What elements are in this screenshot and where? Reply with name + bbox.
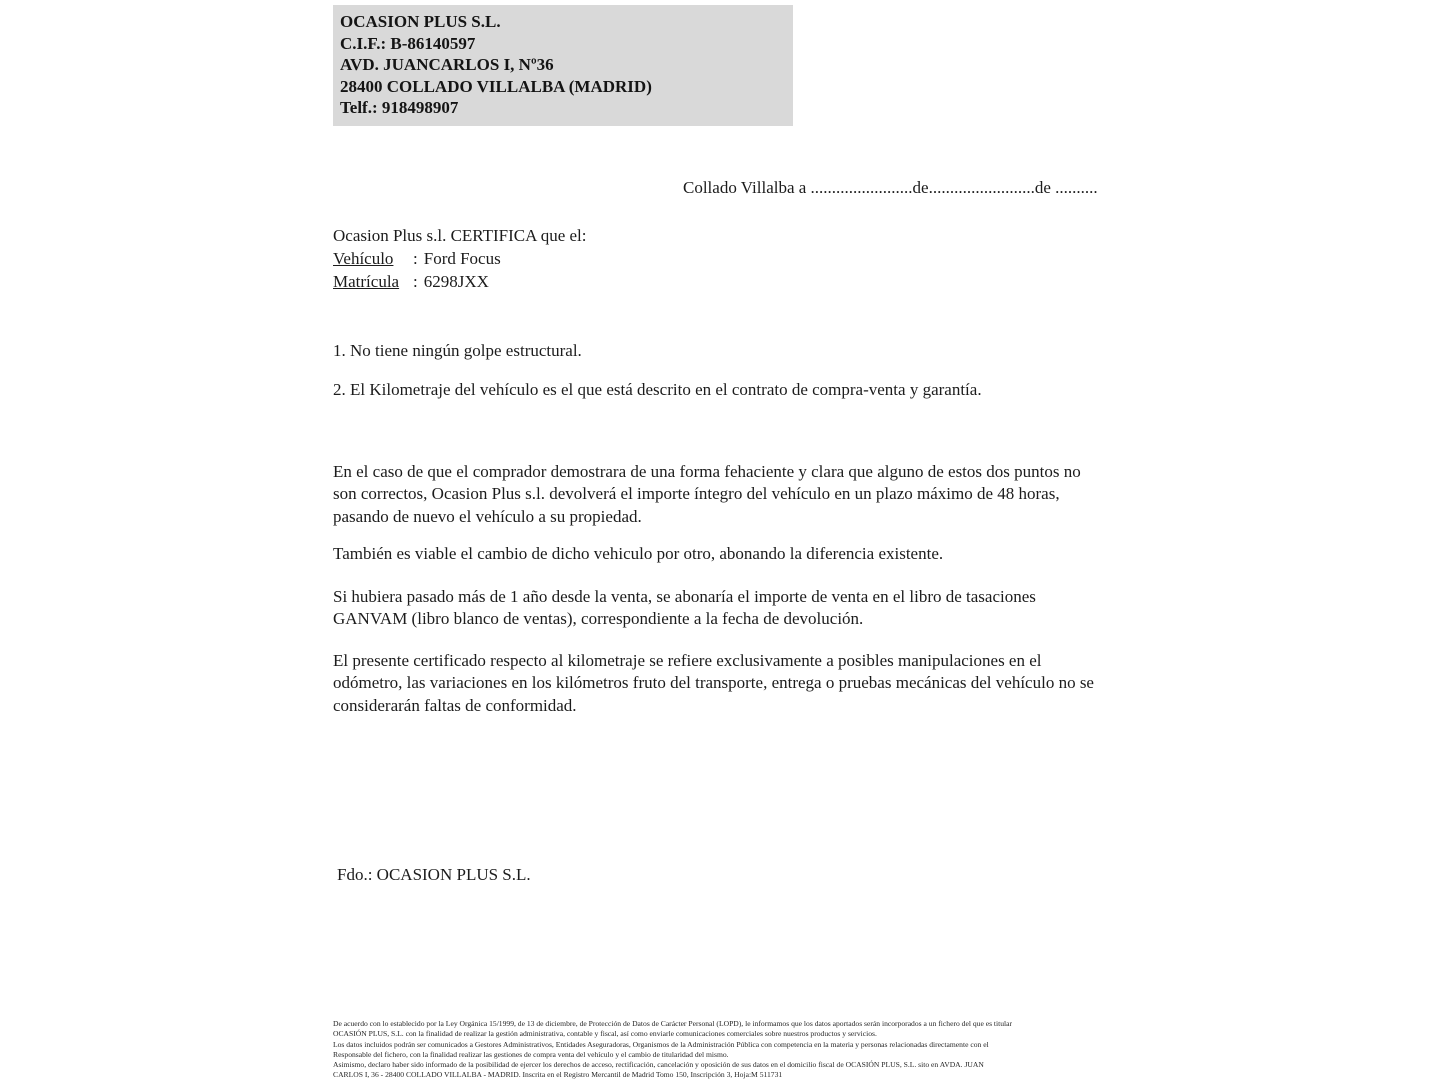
company-city: 28400 COLLADO VILLALBA (MADRID) — [340, 76, 652, 96]
odometer-paragraph: El presente certificado respecto al kilometraje se refiere exclusivamente a posibles manipulaciones en el odómetro, las variaciones en los kilómetros fruto del transporte, entrega o pruebas mecánicas del vehículo no se considerarán faltas de conformidad. — [333, 650, 1094, 715]
plate-field-value: 6298JXX — [423, 271, 489, 291]
plate-field-label: Matrícula — [333, 271, 400, 291]
vehicle-field-separator: : — [413, 248, 418, 268]
legal-footer-line: Asimismo, declaro haber sido informado de la posibilidad de ejercer los derechos de acceso, rectificación, cancelación y oposición de sus datos en el domicilio fiscal de OCASIÓN PLUS, S.L. sito en AVDA. JUAN — [333, 1060, 984, 1070]
refund-paragraph: En el caso de que el comprador demostrara de una forma fehaciente y clara que alguno de estos dos puntos no son correctos, Ocasion Plus s.l. devolverá el importe íntegro del vehículo en un plazo máximo de 48 horas, pasando de nuevo el vehículo a su propiedad. — [333, 461, 1081, 526]
certify-intro: Ocasion Plus s.l. CERTIFICA que el: — [333, 225, 587, 245]
legal-footer-line: OCASIÓN PLUS, S.L. con la finalidad de realizar la gestión administrativa, contable y fiscal, así como enviarle comunicaciones comerciales sobre nuestros productos y servicios. — [333, 1029, 877, 1039]
legal-footer-line: Responsable del fichero, con la finalidad realizar las gestiones de compra venta del vehículo y el cambio de titularidad del mismo. — [333, 1049, 729, 1059]
certified-point-1: 1. No tiene ningún golpe estructural. — [333, 340, 582, 360]
company-header-box — [333, 5, 793, 126]
certified-point-2: 2. El Kilometraje del vehículo es el que está descrito en el contrato de compra-venta y garantía. — [333, 379, 982, 399]
company-phone: Telf.: 918498907 — [340, 98, 459, 117]
plate-field-row — [333, 270, 1108, 293]
exchange-paragraph: También es viable el cambio de dicho vehiculo por otro, abonando la diferencia existente. — [333, 544, 944, 563]
ganvam-paragraph: Si hubiera pasado más de 1 año desde la venta, se abonaría el importe de venta en el libro de tasaciones GANVAM (libro blanco de ventas), correspondiente a la fecha de devolución. — [333, 586, 1036, 628]
company-cif: C.I.F.: B-86140597 — [340, 33, 476, 53]
plate-field-separator: : — [413, 271, 418, 291]
vehicle-field-value: Ford Focus — [423, 248, 501, 268]
date-fill-in-line: Collado Villalba a ........................de.........................de .......... — [683, 177, 1098, 197]
legal-footer-line: Los datos incluidos podrán ser comunicados a Gestores Administrativos, Entidades Aseguradoras, Organismos de la Administración Pública con competencia en la materia y personas relacionadas directamente con el — [333, 1039, 989, 1049]
company-name: OCASION PLUS S.L. — [340, 12, 501, 31]
legal-footer — [333, 1019, 1123, 1080]
document-content — [333, 0, 1108, 717]
vehicle-field-label: Vehículo — [333, 248, 394, 268]
legal-footer-line: De acuerdo con lo establecido por la Ley Orgánica 15/1999, de 13 de diciembre, de Protección de Datos de Carácter Personal (LOPD), le informamos que los datos aportados serán incorporados a un fichero del que es titular — [333, 1019, 1013, 1028]
vehicle-field-row — [333, 247, 1108, 270]
legal-footer-line: CARLOS I, 36 - 28400 COLLADO VILLALBA - MADRID. Inscrita en el Registro Mercantil de Madrid Tomo 150, Inscripción 3, Hoja:M 511731 — [333, 1070, 783, 1080]
signature-line: Fdo.: OCASION PLUS S.L. — [337, 865, 531, 884]
company-address: AVD. JUANCARLOS I, Nº36 — [340, 55, 554, 74]
